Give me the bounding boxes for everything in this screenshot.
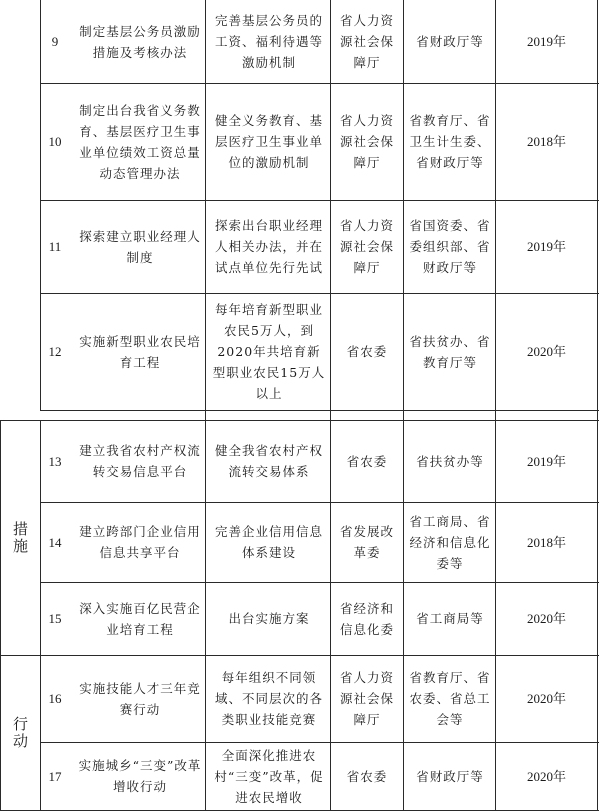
coop-dept-cell: 省工商局、省经济和信息化委等 — [409, 513, 491, 571]
group-label-actions: 行动 — [11, 715, 29, 750]
year-cell: 2019年 — [526, 239, 566, 254]
coop-dept-cell: 省扶贫办等 — [416, 453, 484, 469]
coop-dept-cell: 省教育厅、省农委、省总工会等 — [409, 670, 491, 727]
year-cell: 2019年 — [526, 453, 566, 469]
row-number: 10 — [48, 134, 62, 149]
lead-dept-cell: 省人力资源社会保障厅 — [339, 113, 394, 170]
goal-cell: 全面深化推进农村“三变”改革，促进农民增收 — [214, 747, 324, 805]
row-number: 12 — [48, 344, 62, 359]
year-cell: 2019年 — [526, 34, 566, 49]
row-number: 13 — [48, 453, 62, 469]
goal-cell: 每年培育新型职业农民5万人，到2020年共培育新型职业农民15万人以上 — [212, 302, 326, 401]
row-number: 14 — [48, 534, 62, 550]
year-cell: 2020年 — [526, 768, 566, 784]
coop-dept-cell: 省财政厅等 — [416, 34, 484, 49]
task-cell: 建立我省农村产权流转交易信息平台 — [79, 443, 201, 479]
row-number: 15 — [48, 611, 62, 626]
row-divider — [40, 410, 599, 411]
goal-cell: 完善企业信用信息体系建设 — [214, 524, 323, 560]
row-divider — [0, 810, 599, 811]
lead-dept-cell: 省人力资源社会保障厅 — [339, 218, 394, 275]
row-number: 16 — [48, 691, 62, 706]
task-cell: 建立跨部门企业信用信息共享平台 — [79, 524, 201, 560]
row-number: 11 — [48, 239, 62, 254]
year-cell: 2020年 — [526, 344, 566, 359]
col-divider — [597, 0, 598, 811]
task-cell: 制定出台我省义务教育、基层医疗卫生事业单位绩效工资总量动态管理办法 — [79, 102, 201, 181]
lead-dept-cell: 省经济和信息化委 — [339, 600, 394, 637]
lead-dept-cell: 省人力资源社会保障厅 — [339, 670, 394, 727]
lead-dept-cell: 省农委 — [346, 344, 388, 359]
task-cell: 深入实施百亿民营企业培育工程 — [79, 600, 201, 637]
task-cell: 制定基层公务员激励措施及考核办法 — [79, 23, 201, 60]
coop-dept-cell: 省扶贫办、省教育厅等 — [409, 333, 491, 370]
task-cell: 探索建立职业经理人制度 — [79, 228, 201, 265]
lead-dept-cell: 省农委 — [346, 768, 388, 784]
lead-dept-cell: 省发展改革委 — [339, 524, 394, 560]
goal-cell: 每年组织不同领域、不同层次的各类职业技能竞赛 — [214, 670, 323, 727]
lead-dept-cell: 省农委 — [346, 453, 388, 469]
year-cell: 2020年 — [526, 691, 566, 706]
year-cell: 2020年 — [526, 611, 566, 626]
task-cell: 实施技能人才三年竞赛行动 — [79, 680, 201, 717]
col-divider — [205, 0, 206, 811]
year-cell: 2018年 — [526, 134, 566, 149]
goal-cell: 健全我省农村产权流转交易体系 — [214, 443, 323, 479]
task-cell: 实施城乡“三变”改革增收行动 — [78, 758, 202, 794]
group-label-measures: 措施 — [11, 520, 29, 555]
coop-dept-cell: 省工商局等 — [416, 611, 484, 626]
goal-cell: 完善基层公务员的工资、福利待遇等激励机制 — [214, 13, 323, 70]
col-divider — [330, 0, 331, 811]
row-number: 9 — [51, 34, 59, 49]
coop-dept-cell: 省财政厅等 — [416, 768, 484, 784]
goal-cell: 探索出台职业经理人相关办法，并在试点单位先行先试 — [214, 218, 323, 275]
lead-dept-cell: 省人力资源社会保障厅 — [339, 13, 394, 70]
task-cell: 实施新型职业农民培育工程 — [79, 333, 201, 370]
row-number: 17 — [48, 768, 62, 784]
year-cell: 2018年 — [526, 534, 566, 550]
goal-cell: 出台实施方案 — [228, 611, 310, 626]
goal-cell: 健全义务教育、基层医疗卫生事业单位的激励机制 — [214, 113, 323, 170]
col-divider — [403, 0, 404, 811]
coop-dept-cell: 省国资委、省委组织部、省财政厅等 — [409, 218, 491, 275]
coop-dept-cell: 省教育厅、省卫生计生委、省财政厅等 — [409, 113, 491, 170]
